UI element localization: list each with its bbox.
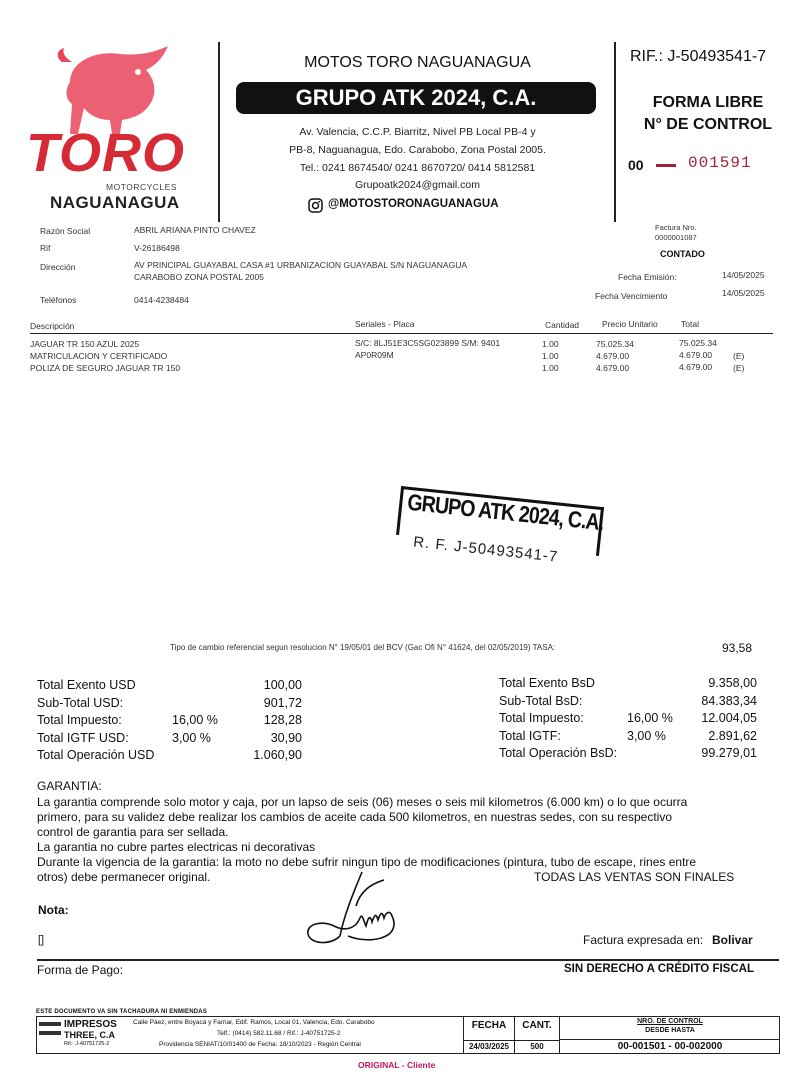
cant-value: 500 bbox=[515, 1040, 559, 1051]
logo-city: NAGUANAGUA bbox=[50, 193, 180, 212]
dir-value-1: AV PRINCIPAL GUAYABAL CASA #1 URBANIZACION GUAYABAL S/N NAGUANAGUA bbox=[134, 260, 468, 270]
printer-addr-1: Calle Páez, entre Boyacá y Farriar, Edif. Ramos, Local 01, Valencia, Edo. Carabobo bbox=[133, 1019, 375, 1026]
garantia-line: primero, para su validez debe realizar los cambios de aceite cada 500 kilometros, en nuestras sedes, con su respectivo bbox=[37, 810, 672, 824]
expresada-label: Factura expresada en: bbox=[583, 933, 704, 947]
garantia-line: Durante la vigencia de la garantia: la moto no debe sufrir ningun tipo de modificaciones (pintura, tubo de escape, rines entre bbox=[37, 855, 697, 869]
rif-value: V-26186498 bbox=[134, 243, 180, 253]
razon-label: Razón Social bbox=[40, 226, 91, 236]
company-banner: GRUPO ATK 2024, C.A. bbox=[236, 82, 596, 114]
company-stamp bbox=[393, 478, 611, 589]
col-header-total: Total bbox=[681, 319, 699, 329]
totals-value: 12.004,05 bbox=[701, 711, 757, 725]
totals-value: 1.060,90 bbox=[253, 748, 302, 762]
totals-pct: 16,00 % bbox=[172, 713, 218, 727]
stamp-line-1: GRUPO ATK 2024, C.A. bbox=[406, 488, 605, 536]
rif: RIF.: J-50493541-7 bbox=[630, 48, 767, 65]
fecha-label: FECHA bbox=[471, 1020, 507, 1031]
printer-name-1: IMPRESOS bbox=[64, 1019, 117, 1030]
col-header-cantidad: Cantidad bbox=[545, 320, 580, 330]
totals-label: Sub-Total USD: bbox=[37, 695, 124, 710]
item-qty: 1.00 bbox=[542, 339, 559, 349]
totals-value: 30,90 bbox=[270, 730, 302, 745]
item-qty: 1.00 bbox=[542, 351, 559, 361]
control-dash bbox=[656, 164, 676, 167]
item-flag: (E) bbox=[733, 363, 745, 373]
totals-row bbox=[0, 676, 803, 692]
totals-label: Total IGTF: bbox=[499, 728, 561, 743]
totals-value: 128,28 bbox=[263, 713, 302, 727]
item-serial: AP0R09M bbox=[355, 350, 394, 360]
email: Grupoatk2024@gmail.com bbox=[354, 179, 481, 191]
garantia-line: control de garantia para ser sellada. bbox=[37, 825, 229, 839]
item-total: 4.679.00 bbox=[679, 350, 713, 360]
vencimiento-label: Fecha Vencimiento bbox=[595, 291, 668, 301]
totals-label: Total Exento USD bbox=[37, 678, 136, 692]
fecha-value: 24/03/2025 bbox=[464, 1040, 514, 1051]
tel-label: Teléfonos bbox=[40, 295, 77, 305]
ctrl-range-label: DESDE HASTA bbox=[645, 1027, 695, 1034]
totals-label: Total Impuesto: bbox=[37, 713, 122, 727]
printer-logo-bar bbox=[39, 1031, 61, 1035]
instagram-handle: @MOTOSTORONAGUANAGUA bbox=[328, 198, 499, 210]
table-header-rule bbox=[30, 333, 773, 334]
printer-name-2: THREE, C.A bbox=[64, 1030, 116, 1040]
totals-label: Total Exento BsD bbox=[499, 676, 595, 690]
header-divider-left bbox=[218, 42, 220, 222]
totals-value: 901,72 bbox=[263, 695, 302, 710]
factura-label: Factura Nro. bbox=[655, 223, 697, 232]
totals-row bbox=[0, 746, 803, 762]
item-price: 4.679.00 bbox=[596, 351, 630, 361]
emision-value: 14/05/2025 bbox=[722, 270, 765, 280]
sin-derecho: SIN DERECHO A CRÉDITO FISCAL bbox=[564, 963, 754, 975]
table-row bbox=[0, 363, 803, 375]
forma-pago: Forma de Pago: bbox=[37, 963, 124, 977]
totals-pct: 3,00 % bbox=[172, 730, 211, 745]
footer-rule bbox=[37, 959, 779, 961]
totals-label: Total Impuesto: bbox=[499, 711, 584, 725]
razon-value: ABRIL ARIANA PINTO CHAVEZ bbox=[134, 225, 256, 235]
ctrl-label: NRO. DE CONTROL bbox=[637, 1018, 703, 1025]
garantia-line: otros) debe permanecer original. bbox=[37, 870, 211, 884]
address-line-2: PB-8, Naguanagua, Edo. Carabobo, Zona Postal 2005. bbox=[289, 144, 546, 156]
totals-value: 100,00 bbox=[263, 678, 302, 692]
item-total: 75.025.34 bbox=[679, 338, 717, 348]
cant-cell bbox=[514, 1017, 559, 1053]
totals-label: Total Operación BsD: bbox=[499, 746, 618, 760]
printer-addr-2: Telf.: (0414) 582.11.68 / Rif.: J-40751725-2 bbox=[217, 1030, 341, 1037]
item-desc: JAGUAR TR 150 AZUL 2025 bbox=[30, 339, 140, 349]
col-header-seriales: Seriales - Placa bbox=[355, 319, 415, 329]
control-label: N° DE CONTROL bbox=[643, 116, 773, 133]
garantia-line: La garantia comprende solo motor y caja, por un lapso de seis (06) meses o seis mil kilometros (6.000 km) o lo que ocurra bbox=[37, 795, 688, 809]
item-total: 4.679.00 bbox=[679, 362, 713, 372]
totals-value: 99.279,01 bbox=[701, 746, 757, 760]
cant-label: CANT. bbox=[522, 1020, 552, 1031]
item-desc: MATRICULACION Y CERTIFICADO bbox=[30, 351, 168, 361]
copy-label: ORIGINAL - Cliente bbox=[358, 1060, 436, 1070]
item-price: 4.679.00 bbox=[596, 363, 630, 373]
payment-type: CONTADO bbox=[660, 249, 705, 259]
printer-addr-3: Providencia SENIAT/10/01400 de Fecha: 18/10/2023 - Región Central bbox=[159, 1041, 361, 1048]
exchange-rate: 93,58 bbox=[722, 641, 753, 655]
control-prefix: 00 bbox=[628, 157, 644, 173]
nota-value: [] bbox=[38, 934, 45, 946]
printer-block bbox=[36, 1016, 780, 1054]
instagram-icon bbox=[308, 198, 323, 213]
item-serial: S/C: 8LJ51E3C5SG023899 S/M: 9401 bbox=[355, 338, 501, 348]
totals-row bbox=[0, 729, 803, 745]
header-title: MOTOS TORO NAGUANAGUA bbox=[304, 54, 531, 71]
ctrl-cell bbox=[559, 1017, 780, 1053]
garantia-line: La garantia no cubre partes electricas ni decorativas bbox=[37, 840, 316, 854]
totals-row bbox=[0, 694, 803, 710]
fecha-cell bbox=[463, 1017, 514, 1053]
address-line-1: Av. Valencia, C.C.P. Biarritz, Nivel PB Local PB-4 y bbox=[299, 126, 536, 138]
ventas-finales: TODAS LAS VENTAS SON FINALES bbox=[534, 870, 735, 884]
item-desc: POLIZA DE SEGURO JAGUAR TR 150 bbox=[30, 363, 181, 373]
vencimiento-value: 14/05/2025 bbox=[722, 288, 765, 298]
totals-label: Sub-Total BsD: bbox=[499, 693, 583, 708]
totals-value: 9.358,00 bbox=[708, 676, 757, 690]
totals-label: Total Operación USD bbox=[37, 748, 155, 762]
stamp-line-2: R. F. J-50493541-7 bbox=[412, 533, 560, 566]
logo bbox=[24, 40, 204, 220]
item-qty: 1.00 bbox=[542, 363, 559, 373]
forma-libre: FORMA LIBRE bbox=[652, 94, 764, 111]
item-flag: (E) bbox=[733, 351, 745, 361]
totals-label: Total IGTF USD: bbox=[37, 730, 129, 745]
printer-logo-bar bbox=[39, 1022, 61, 1026]
dir-value-2: CARABOBO ZONA POSTAL 2005 bbox=[134, 272, 264, 282]
totals-pct: 16,00 % bbox=[627, 711, 673, 725]
totals-value: 2.891,62 bbox=[708, 728, 757, 743]
ctrl-range: 00-001501 - 00-002000 bbox=[560, 1039, 780, 1052]
totals-row bbox=[0, 711, 803, 727]
printer-name-rif: Rif.: J-40751725-2 bbox=[64, 1041, 110, 1047]
nota-label: Nota: bbox=[38, 903, 69, 917]
tel-value: 0414-4238484 bbox=[134, 295, 189, 305]
control-number: 001591 bbox=[688, 154, 752, 172]
emision-label: Fecha Emisión: bbox=[618, 272, 677, 282]
col-header-descripcion: Descripción bbox=[30, 321, 75, 331]
garantia-title: GARANTIA: bbox=[37, 779, 102, 793]
signature bbox=[300, 866, 410, 956]
printer-notice: ESTE DOCUMENTO VA SIN TACHADURA NI ENMIENDAS bbox=[36, 1009, 208, 1015]
dir-label: Dirección bbox=[40, 262, 76, 272]
totals-value: 84.383,34 bbox=[701, 693, 757, 708]
col-header-precio: Precio Unitario bbox=[602, 319, 658, 329]
expresada-value: Bolivar bbox=[712, 933, 753, 947]
totals-pct: 3,00 % bbox=[627, 728, 666, 743]
header-divider-right bbox=[614, 42, 616, 222]
factura-number: 0000001087 bbox=[655, 233, 697, 242]
logo-brand: TORO bbox=[26, 123, 186, 183]
exchange-text: Tipo de cambio referencial segun resolucion N° 19/05/01 del BCV (Gac Ofi N° 41624, del 02/05/2019) TASA: bbox=[170, 643, 556, 652]
logo-sub: MOTORCYCLES bbox=[106, 182, 177, 192]
item-price: 75.025.34 bbox=[596, 339, 634, 349]
phones: Tel.: 0241 8674540/ 0241 8670720/ 0414 5812581 bbox=[299, 162, 536, 174]
rif-label: Rif bbox=[40, 243, 51, 253]
